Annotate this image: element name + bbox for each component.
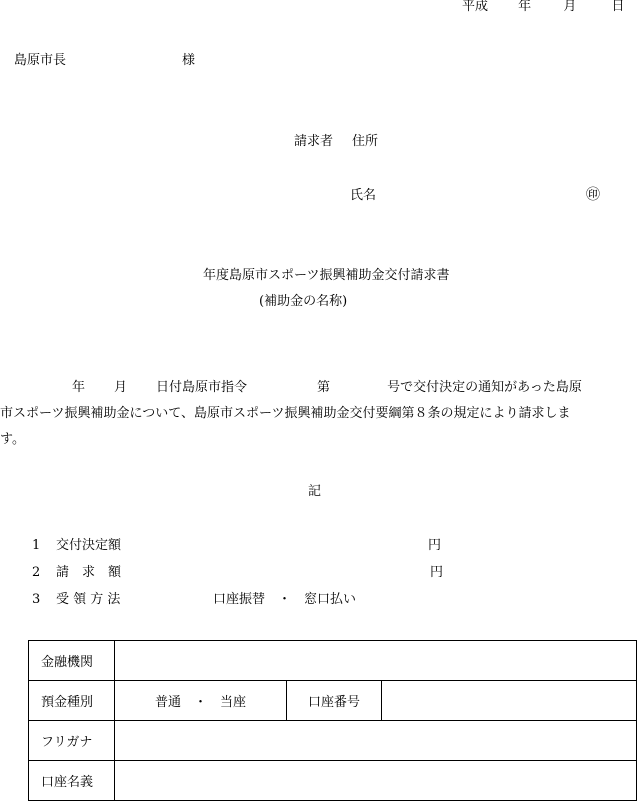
claimant-name-label: 氏名 (350, 188, 377, 203)
table-row-holder (29, 761, 637, 801)
addressee-honorific: 様 (182, 53, 196, 68)
account-number-label: 口座番号 (287, 681, 382, 721)
deposit-type-options[interactable]: 普通 ・ 当座 (115, 681, 287, 721)
account-holder-value-cell[interactable] (115, 761, 637, 801)
item-1-unit: 円 (428, 538, 442, 553)
subsidy-name-note: (補助金の名称) (259, 294, 348, 309)
institution-value-cell[interactable] (115, 641, 637, 681)
furigana-value-cell[interactable] (115, 721, 637, 761)
date-day-label: 日 (611, 0, 625, 14)
body-month: 月 (114, 380, 128, 395)
item-3-label: 受 領 方 法 (56, 592, 121, 607)
paragraph-line-3: す。 (0, 432, 25, 447)
ki-heading: 記 (308, 484, 322, 499)
item-2-unit: 円 (430, 565, 444, 580)
body-year: 年 (72, 380, 86, 395)
furigana-label: フリガナ (29, 721, 115, 761)
account-holder-label: 口座名義 (29, 761, 115, 801)
item-2-number: 2 (32, 565, 41, 580)
paragraph-line-2: 市スポーツ振興補助金について、島原市スポーツ振興補助金交付要綱第８条の規定により請求しま (0, 406, 571, 421)
table-row-furigana (29, 721, 637, 761)
document-title: 年度島原市スポーツ振興補助金交付請求書 (203, 268, 450, 283)
account-number-value-cell[interactable] (382, 681, 637, 721)
item-1-number: 1 (32, 538, 41, 553)
claimant-address-label: 住所 (352, 134, 379, 149)
request-paragraph (0, 375, 625, 453)
bank-info-table (28, 640, 637, 801)
table-row-institution (29, 641, 637, 681)
item-2-label: 請 求 額 (56, 565, 122, 580)
date-year-label: 年 (518, 0, 532, 14)
institution-label: 金融機関 (29, 641, 115, 681)
body-date-prefix: 日付島原市指令 (156, 380, 248, 395)
date-line (462, 0, 624, 15)
item-1-label: 交付決定額 (56, 538, 122, 553)
item-3-options: 口座振替 ・ 窓口払い (213, 592, 357, 607)
body-number-prefix: 第 (317, 380, 331, 395)
paragraph-line-1 (0, 375, 625, 401)
date-month-label: 月 (563, 0, 577, 14)
date-era: 平成 (462, 0, 489, 14)
table-row-deposit (29, 681, 637, 721)
seal-mark: ㊞ (586, 187, 600, 203)
item-3-number: 3 (32, 592, 41, 607)
deposit-type-label: 預金種別 (29, 681, 115, 721)
body-line1-rest: 号で交付決定の通知があった島原 (387, 380, 582, 395)
claimant-role: 請求者 (294, 134, 334, 149)
addressee-name: 島原市長 (14, 53, 67, 68)
